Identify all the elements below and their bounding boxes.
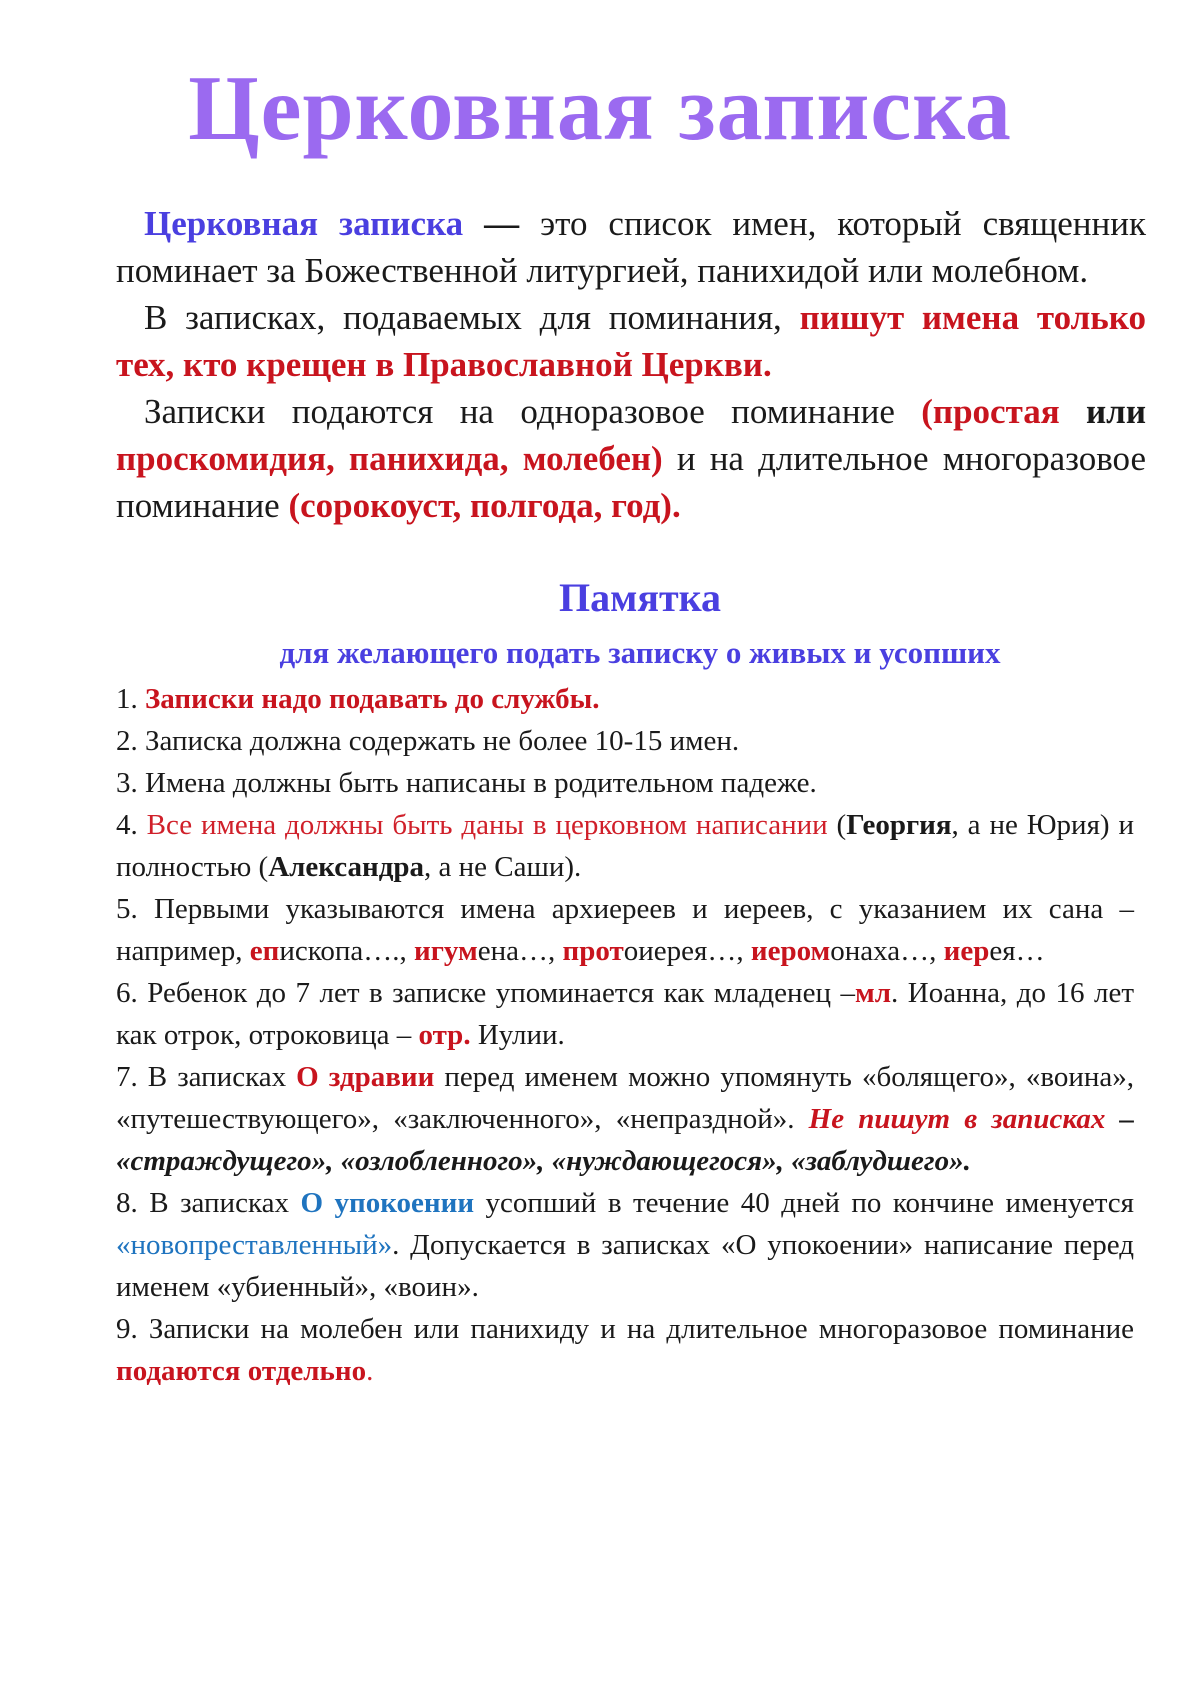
definition-text: это список имен, который священник поминает за Божественной литургией, панихидой или молебном.: [116, 204, 1146, 290]
highlight-red: Все имена должны быть даны в церковном написании: [146, 809, 828, 841]
list-item: [116, 888, 1134, 972]
highlight-red: (простая: [921, 392, 1060, 431]
list-item: [116, 972, 1134, 1056]
highlight-red: иером: [750, 935, 831, 967]
list-item: [116, 678, 1134, 720]
text-bold: Георгия: [846, 809, 952, 841]
highlight-blue: «новопреставленный»: [116, 1229, 393, 1261]
highlight-red: Записки надо подавать до службы.: [145, 683, 600, 715]
text: ея…: [989, 935, 1045, 967]
text: ископа….,: [279, 935, 415, 967]
item-number: 4.: [116, 809, 147, 841]
list-item: 3. Имена должны быть написаны в родительном падеже.: [116, 767, 817, 799]
text: 9. Записки на молебен или панихиду и на длительное многоразовое поминание: [116, 1313, 1134, 1345]
text: , а не Юрия) и полностью (: [116, 809, 1134, 883]
list-item: [116, 1056, 1134, 1182]
list-item: [116, 1308, 1134, 1392]
intro-paragraph-definition: [116, 200, 1146, 294]
highlight-red: проскомидия, панихида, молебен): [116, 439, 663, 478]
text: оиерея…,: [623, 935, 751, 967]
highlight-red: (сорокоуст, полгода, год).: [288, 486, 681, 525]
highlight-red: игум: [414, 935, 478, 967]
text: Записки подаются на одноразовое поминание: [144, 392, 922, 431]
text: 6. Ребенок до 7 лет в записке упоминается как младенец –: [116, 977, 855, 1009]
page-title: Церковная записка: [188, 57, 1012, 159]
highlight-red: пишут имена только тех, кто крещен в Православной Церкви.: [116, 298, 1146, 384]
intro-section: [116, 200, 1146, 529]
highlight-blue: О упокоении: [300, 1187, 475, 1219]
list-item: [116, 804, 1134, 888]
text: перед именем можно упомянуть «болящего», «воина», «путешествующего», «заключенного», «непраздной».: [116, 1061, 1134, 1135]
text: онаха…,: [830, 935, 944, 967]
text: .: [366, 1355, 374, 1387]
memo-title: Памятка: [558, 575, 722, 620]
term-highlight: Церковная записка: [144, 204, 464, 243]
text: и на длительное многоразовое поминание: [116, 439, 1146, 525]
highlight-red: подаются отдельно: [116, 1355, 367, 1387]
text: ена…,: [477, 935, 563, 967]
text-bold-italic: – «страждущего», «озлобленного», «нуждающегося», «заблудшего».: [116, 1103, 1134, 1177]
text: 5. Первыми указываются имена архиереев и иереев, с указанием их сана – например,: [116, 893, 1134, 967]
highlight-red: О здравии: [296, 1061, 435, 1093]
list-item: 2. Записка должна содержать не более 10-15 имен.: [116, 725, 740, 757]
text-bold: или: [1059, 392, 1146, 431]
text: . Иоанна, до 16 лет как отрок, отроковица –: [116, 977, 1134, 1051]
highlight-red: иер: [943, 935, 990, 967]
memo-list: [116, 678, 1134, 1392]
highlight-red-italic: Не пишут в записках: [808, 1103, 1106, 1135]
memo-subtitle: для желающего подать записку о живых и усопших: [279, 635, 1001, 670]
dash: —: [463, 204, 541, 243]
text: В записках, подаваемых для поминания,: [144, 298, 800, 337]
intro-paragraph-baptized: [116, 294, 1146, 388]
highlight-red: еп: [249, 935, 280, 967]
list-item: [116, 1182, 1134, 1308]
highlight-red: прот: [562, 935, 624, 967]
text: . Допускается в записках «О упокоении» написание перед именем «убиенный», «воин».: [116, 1229, 1134, 1303]
highlight-red: отр.: [418, 1019, 471, 1051]
text-bold: Александра: [268, 851, 425, 883]
text: 7. В записках: [116, 1061, 297, 1093]
text: (: [827, 809, 847, 841]
text: Иулии.: [470, 1019, 565, 1051]
intro-paragraph-types: [116, 388, 1146, 529]
text: 8. В записках: [116, 1187, 301, 1219]
item-number: 1.: [116, 683, 145, 715]
highlight-red: мл: [854, 977, 891, 1009]
text: , а не Саши).: [424, 851, 582, 883]
text: усопший в течение 40 дней по кончине именуется: [474, 1187, 1134, 1219]
